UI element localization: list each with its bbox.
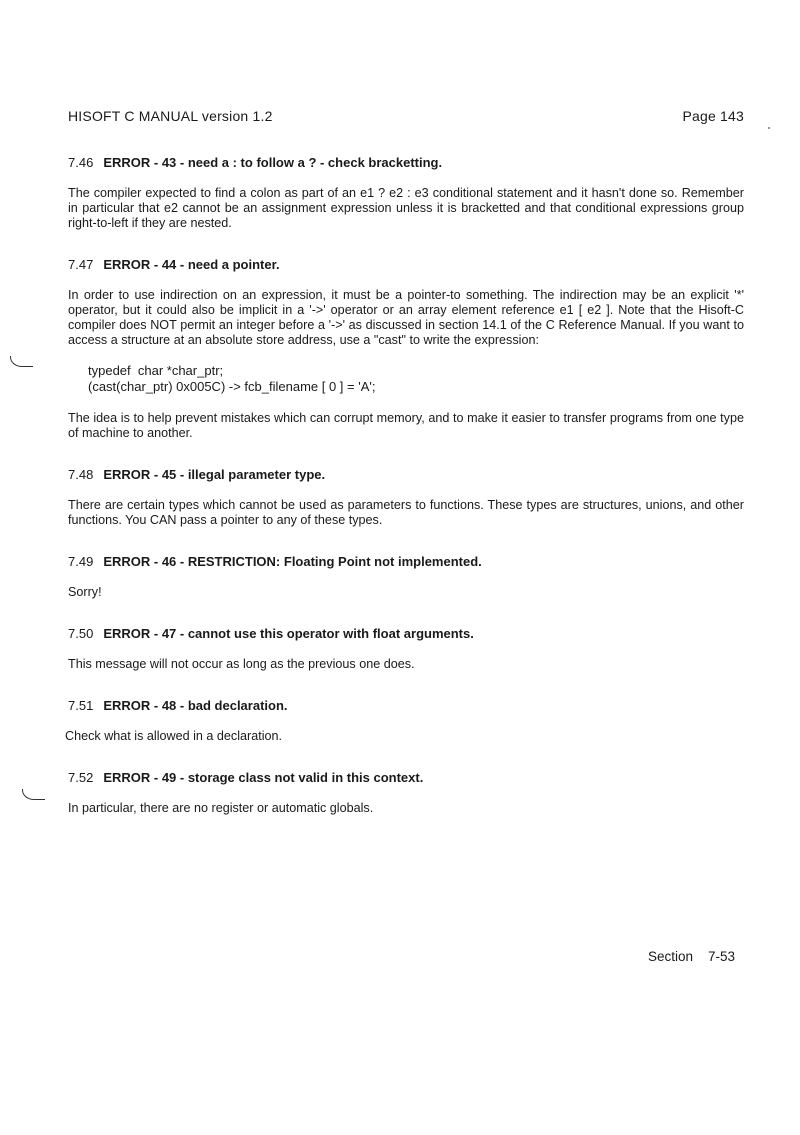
section-paragraph: Check what is allowed in a declaration. <box>65 729 283 743</box>
section-7-49 <box>68 554 744 600</box>
code-line: typedef char *char_ptr; <box>88 363 224 378</box>
section-7-48 <box>68 467 744 528</box>
section-title: ERROR - 43 - need a : to follow a ? - check bracketting. <box>103 155 443 170</box>
section-number: 7.50 <box>68 626 94 641</box>
section-heading <box>68 155 744 170</box>
section-paragraph: The compiler expected to find a colon as part of an e1 ? e2 : e3 conditional statement and it hasn't done so. Remember in particular that e2 cannot be an assignment expression unless it is bracketted and that conditional expressions group right-to-left if they are nested. <box>68 186 744 230</box>
section-number: 7.48 <box>68 467 94 482</box>
page-footer <box>648 949 735 964</box>
section-7-46 <box>68 155 744 231</box>
section-paragraph: Sorry! <box>68 585 102 599</box>
code-example <box>88 363 744 395</box>
section-title: ERROR - 46 - RESTRICTION: Floating Point not implemented. <box>103 554 482 569</box>
header-page-number: Page 143 <box>682 108 744 124</box>
section-paragraph: The idea is to help prevent mistakes which can corrupt memory, and to make it easier to transfer programs from one type of machine to another. <box>68 411 744 440</box>
section-heading <box>68 626 744 641</box>
section-number: 7.52 <box>68 770 94 785</box>
section-title: ERROR - 45 - illegal parameter type. <box>103 467 326 482</box>
section-title: ERROR - 48 - bad declaration. <box>103 698 288 713</box>
header-title: HISOFT C MANUAL version 1.2 <box>68 108 273 124</box>
section-heading <box>68 770 744 785</box>
section-number: 7.51 <box>68 698 94 713</box>
section-heading <box>68 698 744 713</box>
section-7-47 <box>68 257 744 441</box>
section-title: ERROR - 49 - storage class not valid in this context. <box>103 770 424 785</box>
section-number: 7.46 <box>68 155 94 170</box>
section-7-52 <box>68 770 744 816</box>
section-paragraph: In particular, there are no register or automatic globals. <box>68 801 374 815</box>
section-paragraph: There are certain types which cannot be used as parameters to functions. These types are structures, unions, and other functions. You CAN pass a pointer to any of these types. <box>68 498 744 527</box>
footer-section-number: 7-53 <box>708 949 736 964</box>
section-number: 7.47 <box>68 257 94 272</box>
section-title: ERROR - 44 - need a pointer. <box>103 257 280 272</box>
scan-speck <box>768 127 770 129</box>
section-paragraph: In order to use indirection on an expression, it must be a pointer-to something. The indirection may be an explicit '*' operator, but it could also be implicit in a '->' operator or an array element reference e1 [ e2 ]. Note that the Hisoft-C compiler does NOT permit an integer before a '->' as discussed in section 14.1 of the C Reference Manual. If you want to access a structure at an absolute store address, use a "cast" to write the expression: <box>68 288 744 347</box>
code-line: (cast(char_ptr) 0x005C) -> fcb_filename [ 0 ] = 'A'; <box>88 379 376 394</box>
section-7-51 <box>65 698 744 744</box>
margin-pen-mark <box>22 789 45 800</box>
section-number: 7.49 <box>68 554 94 569</box>
section-title: ERROR - 47 - cannot use this operator with float arguments. <box>103 626 474 641</box>
margin-pen-mark <box>10 356 33 367</box>
section-7-50 <box>68 626 744 672</box>
section-heading <box>68 257 744 272</box>
section-heading <box>68 467 744 482</box>
page-body <box>65 155 744 842</box>
section-paragraph: This message will not occur as long as the previous one does. <box>68 657 415 671</box>
footer-section-label: Section <box>648 949 694 964</box>
section-heading <box>68 554 744 569</box>
